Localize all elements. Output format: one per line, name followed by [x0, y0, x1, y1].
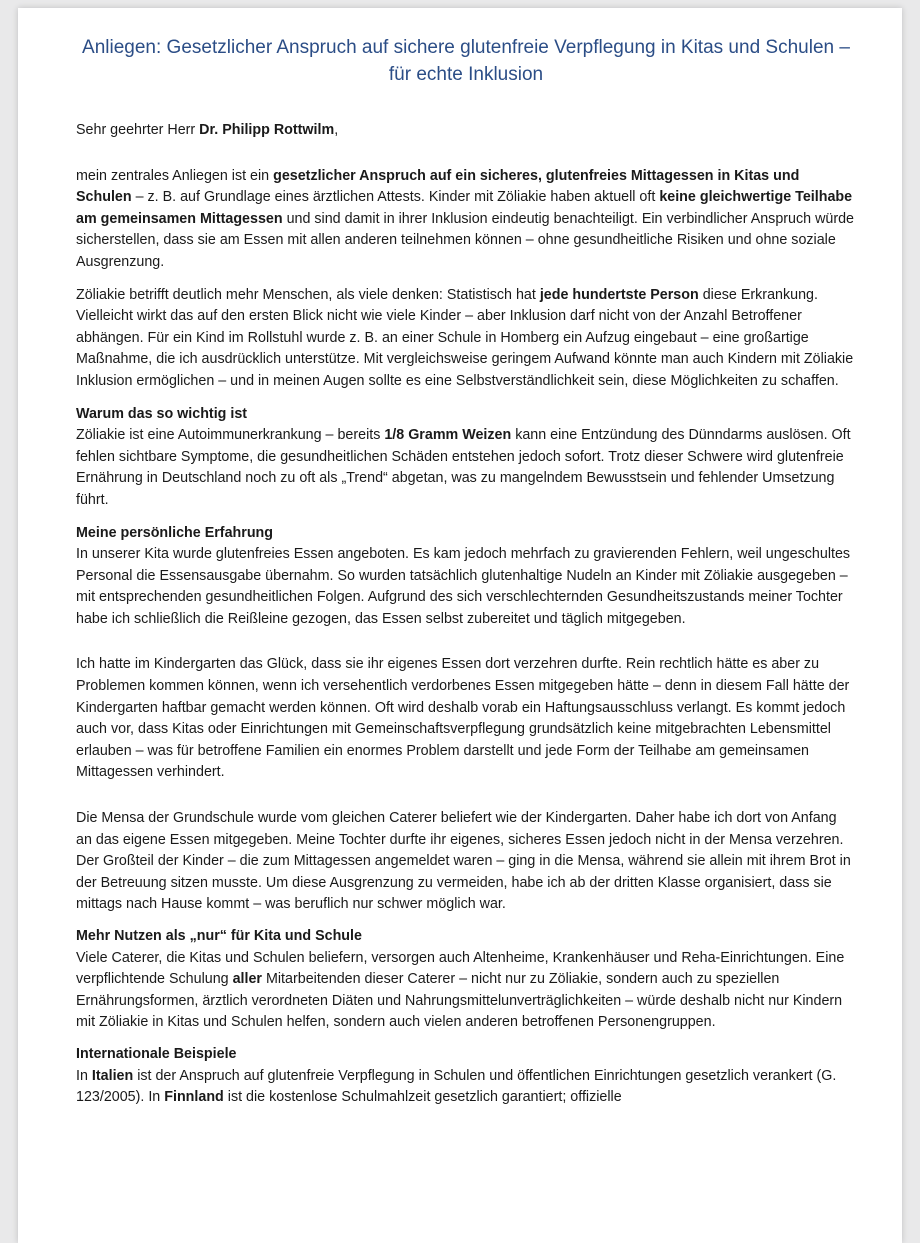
salutation [76, 120, 856, 142]
text-run: Zöliakie ist eine Autoimmunerkrankung – bereits [76, 427, 385, 444]
text-run: Viele Caterer, die Kitas und Schulen beliefern, versorgen auch Altenheime, Krankenhäuser und Reha-Einrichtungen. Eine verpflichtende Schulung [76, 949, 845, 988]
paragraph-international [76, 1066, 856, 1109]
paragraph-intro [76, 166, 856, 274]
paragraph-experience-school: Die Mensa der Grundschule wurde vom gleichen Caterer beliefert wie der Kindergarten. Daher habe ich dort von Anfang an das eigene Essen mitgegeben. Meine Tochter durfte ihr eigenes, sicheres Essen jedoch nicht in der Mensa verzehren. Der Großteil der Kinder – die zum Mittagessen angemeldet waren – ging in die Mensa, während sie allein mit ihrem Brot in der Betreuung sitzen musste. Um diese Ausgrenzung zu vermeiden, habe ich ab der dritten Klasse organisiert, dass sie mittags nach Hause kommt – was beruflich nur schwer möglich war. [76, 810, 851, 913]
text-run: kann eine Entzündung des Dünndarms auslösen. Oft fehlen sichtbare Symptome, die gesundheitlichen Schäden entstehen jedoch sofort. Trotz dieser Schwere wird glutenfreie Ernährung in Deutschland noch zu oft als „Trend“ abgetan, was zu mangelndem Bewusstsein und fehlender Umsetzung führt. [76, 427, 851, 508]
bold-run: Finnland [164, 1089, 224, 1106]
document-content [76, 34, 856, 1109]
text-run: Zöliakie betrifft deutlich mehr Menschen, als viele denken: Statistisch hat [76, 286, 540, 303]
section-heading-international: Internationale Beispiele [76, 1045, 237, 1062]
paragraph-prevalence [76, 285, 856, 393]
paragraph-benefits [76, 948, 856, 1034]
bold-run: keine gleichwertige Teilhabe am gemeinsamen Mittagessen [76, 189, 853, 227]
recipient-name: Dr. Philipp Rottwilm [199, 122, 335, 138]
text-run: mein zentrales Anliegen ist ein [76, 167, 274, 184]
bold-run: aller [232, 971, 262, 988]
section-heading-importance: Warum das so wichtig ist [76, 405, 248, 422]
paragraph-experience-kita: In unserer Kita wurde glutenfreies Essen angeboten. Es kam jedoch mehrfach zu gravierenden Fehlern, weil ungeschultes Personal die Essensausgabe übernahm. So wurden tatsächlich glutenhaltige Nudeln an Kinder mit Zöliakie ausgegeben – mit entsprechenden gesundheitlichen Folgen. Aufgrund des sich verschlechternden Gesundheitszustands meiner Tochter habe ich schließlich die Reißleine gezogen, das Essen selbst zubereitet und täglich mitgegeben. [76, 546, 851, 627]
salutation-suffix: , [334, 122, 339, 138]
text-run: Mitarbeitenden dieser Caterer – nicht nur zu Zöliakie, sondern auch zu speziellen Ernährungsformen, ärztlich verordneten Diäten und Nahrungsmittelunverträglichkeiten – würde deshalb nicht nur Kindern mit Zöliakie in Kitas und Schulen helfen, sondern auch vielen anderen betroffenen Personengruppen. [76, 971, 843, 1031]
salutation-prefix: Sehr geehrter Herr [76, 122, 200, 138]
paragraph-experience-kindergarten: Ich hatte im Kindergarten das Glück, dass sie ihr eigenes Essen dort verzehren durfte. Rein rechtlich hätte es aber zu Problemen kommen können, wenn ich versehentlich verdorbenes Essen mitgegeben hätte – denn in diesem Fall hätte der Kindergarten haftbar gemacht werden können. Oft wird deshalb vorab ein Haftungsausschluss verlangt. Es kommt jedoch auch vor, dass Kitas oder Einrichtungen mit Gemeinschaftsverpflegung grundsätzlich keine mitgebrachten Lebensmittel erlauben – was für betroffene Familien ein enormes Problem darstellt und jede Form der Teilhabe am gemeinsamen Mittagessen verhindert. [76, 656, 850, 781]
section-heading-benefits: Mehr Nutzen als „nur“ für Kita und Schule [76, 928, 362, 944]
bold-run: jede hundertste Person [539, 286, 699, 303]
text-run: ist der Anspruch auf glutenfreie Verpflegung in Schulen und öffentlichen Einrichtungen gesetzlich verankert (G. 123/2005). In [76, 1067, 837, 1106]
text-run: In [76, 1067, 92, 1084]
bold-run: Italien [91, 1067, 134, 1084]
text-run: ist die kostenlose Schulmahlzeit gesetzlich garantiert; offizielle [223, 1089, 622, 1106]
section-heading-experience: Meine persönliche Erfahrung [76, 524, 274, 541]
document-title: Anliegen: Gesetzlicher Anspruch auf sichere glutenfreie Verpflegung in Kitas und Schulen – für echte Inklusion [82, 37, 850, 85]
document-page [18, 8, 902, 1243]
text-run: diese Erkrankung. Vielleicht wirkt das auf den ersten Blick nicht wie viele Kinder – aber Inklusion darf nicht von der Anzahl Betroffener abhängen. Für ein Kind im Rollstuhl wurde z. B. an einer Schule in Homberg ein Aufzug eingebaut – eine großartige Maßnahme, die ich ausdrücklich unterstütze. Mit vergleichsweise geringem Aufwand könnte man auch Kindern mit Zöliakie Inklusion ermöglichen – und in meinen Augen sollte es eine Selbstverständlichkeit sein, diese Möglichkeiten zu schaffen. [76, 286, 854, 389]
text-run: – z. B. auf Grundlage eines ärztlichen Attests. Kinder mit Zöliakie haben aktuell oft [131, 189, 660, 206]
text-run: und sind damit in ihrer Inklusion eindeutig benachteiligt. Ein verbindlicher Anspruch würde sicherstellen, dass sie am Essen mit allen anderen teilnehmen können – ohne gesundheitliche Risiken und ohne soziale Ausgrenzung. [76, 210, 855, 270]
bold-run: 1/8 Gramm Weizen [384, 427, 512, 444]
paragraph-importance [76, 425, 856, 511]
bold-run: gesetzlicher Anspruch auf ein sicheres, glutenfreies Mittagessen in Kitas und Schulen [76, 167, 800, 206]
